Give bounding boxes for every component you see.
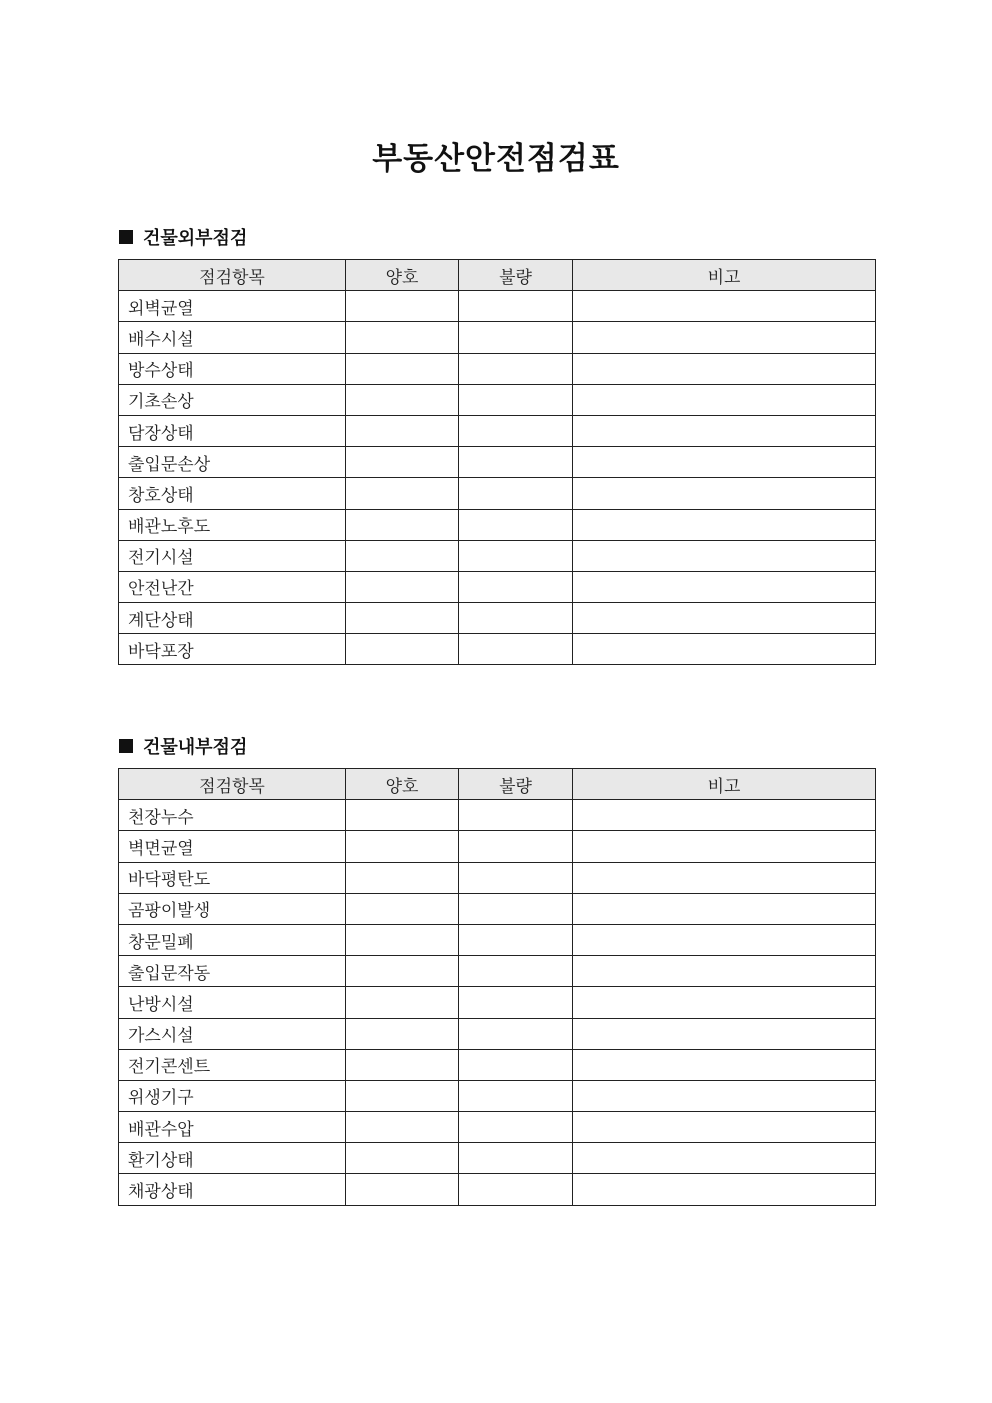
check-item-label: 담장상태 (119, 415, 346, 446)
bad-cell[interactable] (459, 831, 573, 862)
good-cell[interactable] (346, 415, 459, 446)
check-item-label: 계단상태 (119, 603, 346, 634)
column-header-good: 양호 (346, 260, 459, 291)
good-cell[interactable] (346, 924, 459, 955)
bad-cell[interactable] (459, 353, 573, 384)
bad-cell[interactable] (459, 924, 573, 955)
table-row (119, 634, 876, 665)
check-item-label: 안전난간 (119, 571, 346, 602)
table-row (119, 291, 876, 322)
check-item-label: 천장누수 (119, 800, 346, 831)
column-header-good: 양호 (346, 769, 459, 800)
remarks-cell[interactable] (573, 800, 876, 831)
bad-cell[interactable] (459, 862, 573, 893)
bad-cell[interactable] (459, 1143, 573, 1174)
remarks-cell[interactable] (573, 862, 876, 893)
section-heading-interior (119, 733, 247, 759)
remarks-cell[interactable] (573, 1174, 876, 1205)
table-row (119, 987, 876, 1018)
table-row (119, 415, 876, 446)
bad-cell[interactable] (459, 634, 573, 665)
good-cell[interactable] (346, 893, 459, 924)
table-header-row (119, 769, 876, 800)
bad-cell[interactable] (459, 1049, 573, 1080)
table-row (119, 571, 876, 602)
check-item-label: 곰팡이발생 (119, 893, 346, 924)
section-heading-label: 건물외부점검 (143, 228, 248, 249)
table-row (119, 1049, 876, 1080)
bad-cell[interactable] (459, 893, 573, 924)
table-row (119, 800, 876, 831)
remarks-cell[interactable] (573, 478, 876, 509)
document-title: 부동산안전점검표 (372, 141, 620, 177)
good-cell[interactable] (346, 1143, 459, 1174)
table-row (119, 447, 876, 478)
remarks-cell[interactable] (573, 291, 876, 322)
table-row (119, 540, 876, 571)
square-bullet-icon (119, 739, 133, 753)
remarks-cell[interactable] (573, 1112, 876, 1143)
exterior-checklist-table (118, 259, 876, 665)
bad-cell[interactable] (459, 1174, 573, 1205)
bad-cell[interactable] (459, 291, 573, 322)
bad-cell[interactable] (459, 1080, 573, 1111)
check-item-label: 전기시설 (119, 540, 346, 571)
check-item-label: 창문밀폐 (119, 924, 346, 955)
good-cell[interactable] (346, 353, 459, 384)
interior-checklist-table (118, 768, 876, 1206)
bad-cell[interactable] (459, 956, 573, 987)
check-item-label: 벽면균열 (119, 831, 346, 862)
check-item-label: 바닥포장 (119, 634, 346, 665)
good-cell[interactable] (346, 634, 459, 665)
good-cell[interactable] (346, 1174, 459, 1205)
bad-cell[interactable] (459, 322, 573, 353)
table-header-row (119, 260, 876, 291)
good-cell[interactable] (346, 1080, 459, 1111)
bad-cell[interactable] (459, 447, 573, 478)
column-header-item: 점검항목 (119, 260, 346, 291)
remarks-cell[interactable] (573, 571, 876, 602)
section-heading-exterior (119, 224, 247, 250)
bad-cell[interactable] (459, 384, 573, 415)
section-heading-label: 건물내부점검 (143, 737, 248, 758)
bad-cell[interactable] (459, 540, 573, 571)
bad-cell[interactable] (459, 571, 573, 602)
table-row (119, 478, 876, 509)
good-cell[interactable] (346, 322, 459, 353)
check-item-label: 전기콘센트 (119, 1049, 346, 1080)
bad-cell[interactable] (459, 987, 573, 1018)
table-row (119, 831, 876, 862)
bad-cell[interactable] (459, 800, 573, 831)
table-row (119, 924, 876, 955)
remarks-cell[interactable] (573, 987, 876, 1018)
remarks-cell[interactable] (573, 1143, 876, 1174)
good-cell[interactable] (346, 956, 459, 987)
remarks-cell[interactable] (573, 831, 876, 862)
table-row (119, 384, 876, 415)
table-row (119, 956, 876, 987)
table-row (119, 1080, 876, 1111)
remarks-cell[interactable] (573, 1080, 876, 1111)
remarks-cell[interactable] (573, 1049, 876, 1080)
column-header-remarks: 비고 (573, 769, 876, 800)
remarks-cell[interactable] (573, 415, 876, 446)
remarks-cell[interactable] (573, 924, 876, 955)
good-cell[interactable] (346, 800, 459, 831)
good-cell[interactable] (346, 540, 459, 571)
check-item-label: 기초손상 (119, 384, 346, 415)
table-row (119, 1143, 876, 1174)
good-cell[interactable] (346, 478, 459, 509)
bad-cell[interactable] (459, 415, 573, 446)
remarks-cell[interactable] (573, 353, 876, 384)
table-row (119, 603, 876, 634)
good-cell[interactable] (346, 384, 459, 415)
table-row (119, 893, 876, 924)
good-cell[interactable] (346, 291, 459, 322)
bad-cell[interactable] (459, 478, 573, 509)
check-item-label: 채광상태 (119, 1174, 346, 1205)
good-cell[interactable] (346, 1112, 459, 1143)
check-item-label: 배수시설 (119, 322, 346, 353)
table-row (119, 862, 876, 893)
good-cell[interactable] (346, 509, 459, 540)
exterior-table-body (119, 291, 876, 665)
remarks-cell[interactable] (573, 603, 876, 634)
square-bullet-icon (119, 230, 133, 244)
remarks-cell[interactable] (573, 1018, 876, 1049)
remarks-cell[interactable] (573, 956, 876, 987)
good-cell[interactable] (346, 1018, 459, 1049)
table-row (119, 322, 876, 353)
remarks-cell[interactable] (573, 384, 876, 415)
table-row (119, 509, 876, 540)
good-cell[interactable] (346, 1049, 459, 1080)
good-cell[interactable] (346, 831, 459, 862)
bad-cell[interactable] (459, 1112, 573, 1143)
good-cell[interactable] (346, 571, 459, 602)
table-row (119, 1018, 876, 1049)
column-header-bad: 불량 (459, 769, 573, 800)
remarks-cell[interactable] (573, 447, 876, 478)
remarks-cell[interactable] (573, 893, 876, 924)
check-item-label: 환기상태 (119, 1143, 346, 1174)
good-cell[interactable] (346, 603, 459, 634)
check-item-label: 배관수압 (119, 1112, 346, 1143)
check-item-label: 배관노후도 (119, 509, 346, 540)
remarks-cell[interactable] (573, 509, 876, 540)
remarks-cell[interactable] (573, 322, 876, 353)
table-row (119, 1112, 876, 1143)
good-cell[interactable] (346, 447, 459, 478)
table-row (119, 353, 876, 384)
good-cell[interactable] (346, 862, 459, 893)
table-row (119, 1174, 876, 1205)
check-item-label: 외벽균열 (119, 291, 346, 322)
check-item-label: 난방시설 (119, 987, 346, 1018)
check-item-label: 방수상태 (119, 353, 346, 384)
interior-table-body (119, 800, 876, 1205)
check-item-label: 출입문작동 (119, 956, 346, 987)
check-item-label: 바닥평탄도 (119, 862, 346, 893)
remarks-cell[interactable] (573, 540, 876, 571)
bad-cell[interactable] (459, 603, 573, 634)
column-header-bad: 불량 (459, 260, 573, 291)
bad-cell[interactable] (459, 509, 573, 540)
check-item-label: 창호상태 (119, 478, 346, 509)
check-item-label: 위생기구 (119, 1080, 346, 1111)
check-item-label: 가스시설 (119, 1018, 346, 1049)
check-item-label: 출입문손상 (119, 447, 346, 478)
column-header-remarks: 비고 (573, 260, 876, 291)
bad-cell[interactable] (459, 1018, 573, 1049)
column-header-item: 점검항목 (119, 769, 346, 800)
good-cell[interactable] (346, 987, 459, 1018)
remarks-cell[interactable] (573, 634, 876, 665)
